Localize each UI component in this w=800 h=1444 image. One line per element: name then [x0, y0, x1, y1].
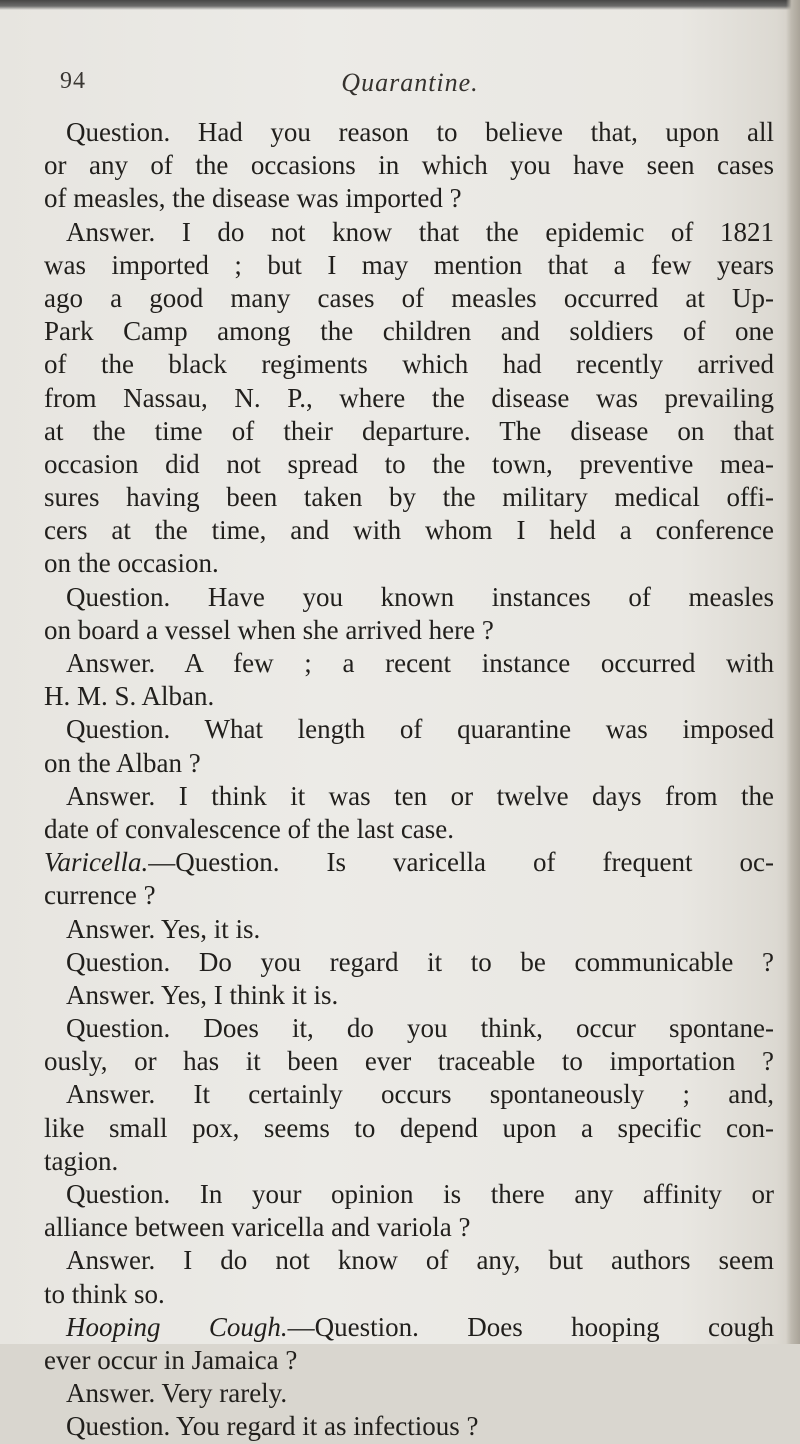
- line-text: —Question. Does hooping cough: [287, 1311, 774, 1342]
- text-line: [44, 1211, 774, 1244]
- page-top-shadow: [0, 0, 800, 10]
- text-line: [44, 116, 774, 149]
- section-heading: Varicella.: [44, 847, 149, 878]
- line-text: sures having been taken by the military medical offi-: [44, 482, 774, 513]
- line-text: Answer. I do not know of any, but authors seem: [66, 1245, 774, 1276]
- line-text: Answer. Very rarely.: [66, 1378, 288, 1409]
- text-line: [44, 382, 774, 415]
- line-text: date of convalescence of the last case.: [44, 813, 455, 844]
- text-line: [44, 647, 774, 680]
- text-line: [44, 846, 774, 879]
- text-line: [44, 448, 774, 481]
- line-text: H. M. S. Alban.: [44, 681, 215, 712]
- line-text: Park Camp among the children and soldiers of one: [44, 316, 774, 347]
- text-line: [44, 182, 774, 215]
- line-text: Answer. Yes, it is.: [66, 913, 261, 944]
- line-text: on the Alban ?: [44, 747, 201, 778]
- line-text: on the occasion.: [44, 548, 219, 579]
- line-text: to think so.: [44, 1278, 165, 1309]
- line-text: from Nassau, N. P., where the disease was prevailing: [44, 382, 774, 413]
- text-line: [44, 1112, 774, 1145]
- text-line: [44, 282, 774, 315]
- line-text: cers at the time, and with whom I held a conference: [44, 515, 774, 546]
- text-line: [44, 1244, 774, 1277]
- line-text: Answer. A few ; a recent instance occurred with: [66, 648, 774, 678]
- text-line: [44, 1377, 774, 1410]
- text-line: [44, 249, 774, 282]
- text-line: [44, 514, 774, 547]
- text-line: [44, 216, 774, 249]
- text-line: [44, 946, 774, 979]
- line-text: Question. Does it, do you think, occur spontane-: [66, 1013, 774, 1044]
- line-text: ago a good many cases of measles occurred at Up-: [44, 282, 774, 313]
- text-line: [44, 813, 774, 846]
- text-line: [44, 149, 774, 182]
- line-text: Question. Had you reason to believe that, upon all: [66, 117, 774, 147]
- text-line: [44, 1410, 774, 1443]
- line-text: Question. What length of quarantine was imposed: [66, 714, 774, 745]
- line-text: currence ?: [44, 880, 156, 911]
- text-line: [44, 581, 774, 614]
- line-text: like small pox, seems to depend upon a specific con-: [44, 1112, 774, 1143]
- text-line: [44, 780, 774, 813]
- line-text: Answer. It certainly occurs spontaneously ; and,: [66, 1079, 774, 1110]
- line-text: tagion.: [44, 1145, 119, 1176]
- text-line: [44, 1311, 774, 1344]
- line-text: at the time of their departure. The disease on that: [44, 415, 774, 446]
- text-line: [44, 315, 774, 348]
- line-text: of measles, the disease was imported ?: [44, 183, 462, 214]
- page-number: 94: [60, 68, 86, 94]
- running-head: Quarantine.: [341, 68, 479, 97]
- text-line: [44, 979, 774, 1012]
- text-line: [44, 547, 774, 580]
- page-gutter-shadow: [786, 0, 800, 1344]
- line-text: of the black regiments which had recently arrived: [44, 349, 774, 380]
- text-line: [44, 680, 774, 713]
- text-line: [44, 747, 774, 780]
- text-line: [44, 614, 774, 647]
- line-text: was imported ; but I may mention that a few years: [44, 249, 774, 280]
- text-line: [44, 879, 774, 912]
- page-header: [60, 68, 760, 104]
- text-line: [44, 913, 774, 946]
- line-text: —Question. Is varicella of frequent oc-: [148, 847, 774, 878]
- line-text: Answer. I think it was ten or twelve days from the: [66, 780, 774, 811]
- body-text: [44, 116, 774, 1444]
- text-line: [44, 1012, 774, 1045]
- line-text: ously, or has it been ever traceable to importation ?: [44, 1046, 774, 1077]
- text-line: [44, 1145, 774, 1178]
- text-line: [44, 1278, 774, 1311]
- line-text: Question. In your opinion is there any affinity or: [66, 1179, 774, 1209]
- text-line: [44, 1178, 774, 1211]
- text-line: [44, 1344, 774, 1377]
- line-text: Answer. I do not know that the epidemic of 1821: [66, 216, 774, 247]
- text-line: [44, 713, 774, 746]
- line-text: occasion did not spread to the town, preventive mea-: [44, 448, 774, 479]
- text-line: [44, 415, 774, 448]
- section-heading: Hooping Cough.: [66, 1311, 288, 1342]
- text-line: [44, 1045, 774, 1078]
- line-text: Question. You regard it as infectious ?: [66, 1411, 479, 1442]
- line-text: alliance between varicella and variola ?: [44, 1212, 471, 1243]
- line-text: Answer. Yes, I think it is.: [66, 979, 339, 1010]
- line-text: ever occur in Jamaica ?: [44, 1344, 298, 1375]
- line-text: on board a vessel when she arrived here ?: [44, 614, 494, 645]
- line-text: Question. Have you known instances of measles: [66, 581, 774, 612]
- line-text: Question. Do you regard it to be communicable ?: [66, 946, 774, 977]
- text-line: [44, 348, 774, 381]
- line-text: or any of the occasions in which you have seen cases: [44, 150, 774, 181]
- text-line: [44, 1078, 774, 1111]
- text-line: [44, 481, 774, 514]
